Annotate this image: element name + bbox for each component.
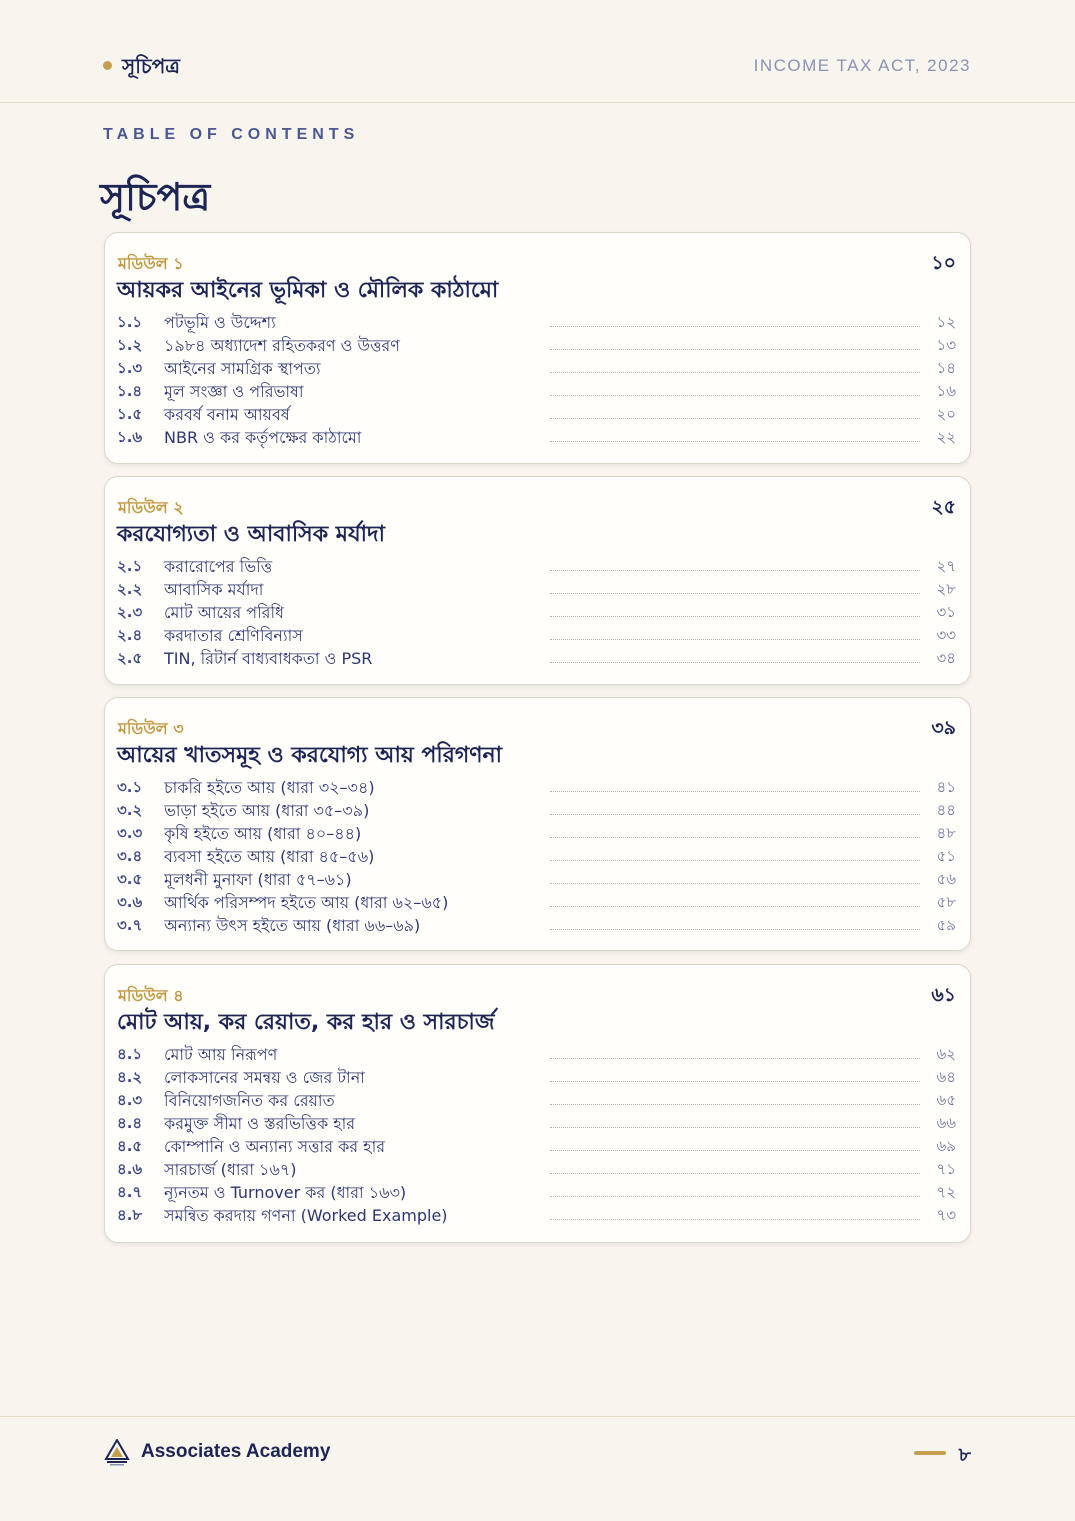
entry-title: কৃষি হইতে আয় (ধারা ৪০–৪৪) bbox=[164, 824, 362, 843]
toc-entry[interactable] bbox=[117, 777, 956, 800]
toc-entry[interactable] bbox=[117, 579, 956, 602]
toc-entry[interactable] bbox=[117, 1090, 956, 1113]
toc-entry[interactable] bbox=[117, 312, 956, 335]
entry-title: ব্যবসা হইতে আয় (ধারা ৪৫–৫৬) bbox=[164, 847, 375, 866]
toc-entry[interactable] bbox=[117, 556, 956, 579]
entry-page: ৫১ bbox=[936, 847, 956, 865]
entry-number: ৩.৫ bbox=[117, 870, 143, 888]
entry-title: মোট আয় নিরূপণ bbox=[164, 1045, 278, 1064]
entry-number: ৪.৭ bbox=[117, 1183, 143, 1201]
entry-number: ৩.৪ bbox=[117, 847, 143, 865]
entry-number: ৩.৬ bbox=[117, 893, 143, 911]
entry-number: ১.৩ bbox=[117, 359, 143, 377]
dot-leader bbox=[550, 860, 920, 861]
toc-entry[interactable] bbox=[117, 1136, 956, 1159]
dot-leader bbox=[550, 906, 920, 907]
entry-number: ২.৪ bbox=[117, 626, 143, 644]
module-title[interactable]: আয়ের খাতসমূহ ও করযোগ্য আয় পরিগণনা bbox=[117, 743, 503, 768]
entry-number: ২.২ bbox=[117, 580, 143, 598]
entry-number: ৩.৭ bbox=[117, 916, 143, 934]
brand-name: Associates Academy bbox=[141, 1441, 331, 1462]
module-title[interactable]: আয়কর আইনের ভূমিকা ও মৌলিক কাঠামো bbox=[117, 278, 499, 303]
module-card bbox=[104, 964, 971, 1243]
module-card bbox=[104, 476, 971, 685]
toc-entry[interactable] bbox=[117, 869, 956, 892]
entry-page: ৬৬ bbox=[936, 1114, 956, 1132]
dot-leader bbox=[550, 593, 920, 594]
dot-leader bbox=[550, 1196, 920, 1197]
entry-title: সমন্বিত করদায় গণনা (Worked Example) bbox=[164, 1206, 448, 1225]
dot-leader bbox=[550, 395, 920, 396]
dot-leader bbox=[550, 418, 920, 419]
entry-page: ১২ bbox=[936, 313, 956, 331]
entry-title: সারচার্জ (ধারা ১৬৭) bbox=[164, 1160, 297, 1179]
entry-title: আবাসিক মর্যাদা bbox=[164, 580, 264, 599]
toc-entry[interactable] bbox=[117, 1113, 956, 1136]
entry-title: ভাড়া হইতে আয় (ধারা ৩৫–৩৯) bbox=[164, 801, 370, 820]
dot-leader bbox=[550, 570, 920, 571]
module-card bbox=[104, 697, 971, 951]
academy-logo-icon bbox=[104, 1439, 130, 1467]
entry-number: ৪.২ bbox=[117, 1068, 143, 1086]
entry-number: ৩.২ bbox=[117, 801, 143, 819]
entry-page: ৪৮ bbox=[936, 824, 956, 842]
dot-leader bbox=[550, 929, 920, 930]
toc-entry[interactable] bbox=[117, 381, 956, 404]
toc-entry[interactable] bbox=[117, 427, 956, 450]
entry-page: ৫৯ bbox=[936, 916, 956, 934]
toc-entry[interactable] bbox=[117, 915, 956, 938]
module-label: মডিউল ১ bbox=[118, 254, 184, 273]
page-number: ৮ bbox=[958, 1444, 971, 1466]
toc-entry[interactable] bbox=[117, 602, 956, 625]
entry-page: ৩৪ bbox=[936, 649, 956, 667]
entry-title: মূল সংজ্ঞা ও পরিভাষা bbox=[164, 382, 304, 401]
module-page[interactable]: ২৫ bbox=[931, 496, 956, 518]
entry-page: ২২ bbox=[936, 428, 956, 446]
entry-page: ২০ bbox=[936, 405, 956, 423]
toc-entry[interactable] bbox=[117, 648, 956, 671]
entry-number: ৪.৫ bbox=[117, 1137, 143, 1155]
dot-leader bbox=[550, 791, 920, 792]
entry-title: NBR ও কর কর্তৃপক্ষের কাঠামো bbox=[164, 428, 362, 447]
dot-leader bbox=[550, 662, 920, 663]
entry-title: বিনিয়োগজনিত কর রেয়াত bbox=[164, 1091, 335, 1110]
dot-leader bbox=[550, 372, 920, 373]
entry-number: ৪.৮ bbox=[117, 1206, 143, 1224]
module-label: মডিউল ২ bbox=[118, 498, 184, 517]
entry-title: করমুক্ত সীমা ও স্তরভিত্তিক হার bbox=[164, 1114, 356, 1133]
entry-page: ৩১ bbox=[936, 603, 956, 621]
breadcrumb: সূচিপত্র bbox=[122, 54, 180, 78]
entry-number: ২.১ bbox=[117, 557, 143, 575]
entry-page: ৬২ bbox=[936, 1045, 956, 1063]
toc-list bbox=[117, 556, 956, 671]
entry-number: ৪.৪ bbox=[117, 1114, 143, 1132]
module-page[interactable]: ৬১ bbox=[931, 984, 956, 1006]
dot-leader bbox=[550, 639, 920, 640]
toc-entry[interactable] bbox=[117, 1067, 956, 1090]
dot-leader bbox=[550, 1058, 920, 1059]
dot-leader bbox=[550, 1127, 920, 1128]
page-title: সূচিপত্র bbox=[100, 175, 211, 219]
entry-title: পটভূমি ও উদ্দেশ্য bbox=[164, 313, 276, 332]
page-accent-bar bbox=[914, 1451, 946, 1455]
module-page[interactable]: ৩৯ bbox=[931, 717, 956, 739]
module-page[interactable]: ১০ bbox=[931, 252, 956, 274]
document-title: INCOME TAX ACT, 2023 bbox=[753, 56, 971, 75]
dot-leader bbox=[550, 441, 920, 442]
entry-number: ৩.১ bbox=[117, 778, 143, 796]
entry-title: আর্থিক পরিসম্পদ হইতে আয় (ধারা ৬২–৬৫) bbox=[164, 893, 449, 912]
toc-entry[interactable] bbox=[117, 1182, 956, 1205]
entry-title: করবর্ষ বনাম আয়বর্ষ bbox=[164, 405, 290, 424]
entry-title: মূলধনী মুনাফা (ধারা ৫৭–৬১) bbox=[164, 870, 352, 889]
toc-list bbox=[117, 1044, 956, 1228]
entry-number: ১.২ bbox=[117, 336, 143, 354]
entry-title: করারোপের ভিত্তি bbox=[164, 557, 273, 576]
dot-leader bbox=[550, 1219, 920, 1220]
entry-page: ৬৫ bbox=[936, 1091, 956, 1109]
entry-page: ৭২ bbox=[936, 1183, 956, 1201]
entry-title: করদাতার শ্রেণিবিন্যাস bbox=[164, 626, 303, 645]
toc-entry[interactable] bbox=[117, 1044, 956, 1067]
entry-page: ১৪ bbox=[936, 359, 956, 377]
toc-entry[interactable] bbox=[117, 358, 956, 381]
entry-title: মোট আয়ের পরিধি bbox=[164, 603, 285, 622]
dot-leader bbox=[550, 883, 920, 884]
module-label: মডিউল ৪ bbox=[118, 986, 184, 1005]
module-card bbox=[104, 232, 971, 464]
entry-title: আইনের সামগ্রিক স্থাপত্য bbox=[164, 359, 321, 378]
module-title[interactable]: মোট আয়, কর রেয়াত, কর হার ও সারচার্জ bbox=[117, 1010, 495, 1035]
entry-number: ১.৫ bbox=[117, 405, 143, 423]
entry-page: ৭৩ bbox=[936, 1206, 956, 1224]
entry-title: TIN, রিটার্ন বাধ্যবাধকতা ও PSR bbox=[164, 649, 373, 668]
entry-page: ১৬ bbox=[936, 382, 956, 400]
dot-leader bbox=[550, 349, 920, 350]
entry-page: ৫৬ bbox=[936, 870, 956, 888]
bullet-dot-icon bbox=[103, 61, 112, 70]
entry-title: লোকসানের সমন্বয় ও জের টানা bbox=[164, 1068, 365, 1087]
toc-list bbox=[117, 777, 956, 938]
entry-title: চাকরি হইতে আয় (ধারা ৩২–৩৪) bbox=[164, 778, 375, 797]
entry-page: ৪৪ bbox=[936, 801, 956, 819]
entry-number: ১.৪ bbox=[117, 382, 143, 400]
entry-number: ৪.১ bbox=[117, 1045, 143, 1063]
module-label: মডিউল ৩ bbox=[118, 719, 184, 738]
toc-entry[interactable] bbox=[117, 335, 956, 358]
toc-list bbox=[117, 312, 956, 450]
entry-page: ৩৩ bbox=[936, 626, 956, 644]
toc-entry[interactable] bbox=[117, 823, 956, 846]
toc-entry[interactable] bbox=[117, 892, 956, 915]
entry-page: ১৩ bbox=[936, 336, 956, 354]
dot-leader bbox=[550, 1150, 920, 1151]
entry-title: ১৯৮৪ অধ্যাদেশ রহিতকরণ ও উত্তরণ bbox=[164, 336, 400, 355]
entry-number: ২.৫ bbox=[117, 649, 143, 667]
page-header bbox=[0, 0, 1075, 103]
dot-leader bbox=[550, 1081, 920, 1082]
page-footer bbox=[0, 1416, 1075, 1521]
entry-title: অন্যান্য উৎস হইতে আয় (ধারা ৬৬–৬৯) bbox=[164, 916, 421, 935]
entry-page: ২৭ bbox=[936, 557, 956, 575]
entry-page: ৫৮ bbox=[936, 893, 956, 911]
entry-title: ন্যূনতম ও Turnover কর (ধারা ১৬৩) bbox=[164, 1183, 407, 1202]
dot-leader bbox=[550, 1104, 920, 1105]
entry-number: ৪.৩ bbox=[117, 1091, 143, 1109]
module-title[interactable]: করযোগ্যতা ও আবাসিক মর্যাদা bbox=[117, 522, 385, 547]
entry-number: ১.৬ bbox=[117, 428, 143, 446]
entry-number: ৪.৬ bbox=[117, 1160, 143, 1178]
entry-page: ৬৯ bbox=[936, 1137, 956, 1155]
dot-leader bbox=[550, 814, 920, 815]
dot-leader bbox=[550, 1173, 920, 1174]
section-eyebrow: TABLE OF CONTENTS bbox=[103, 126, 360, 143]
toc-entry[interactable] bbox=[117, 1159, 956, 1182]
toc-entry[interactable] bbox=[117, 625, 956, 648]
entry-title: কোম্পানি ও অন্যান্য সত্তার কর হার bbox=[164, 1137, 386, 1156]
entry-number: ৩.৩ bbox=[117, 824, 143, 842]
toc-entry[interactable] bbox=[117, 404, 956, 427]
toc-entry[interactable] bbox=[117, 800, 956, 823]
dot-leader bbox=[550, 326, 920, 327]
toc-entry[interactable] bbox=[117, 1205, 956, 1228]
entry-number: ১.১ bbox=[117, 313, 143, 331]
toc-entry[interactable] bbox=[117, 846, 956, 869]
entry-number: ২.৩ bbox=[117, 603, 143, 621]
entry-page: ৭১ bbox=[936, 1160, 956, 1178]
entry-page: ৬৪ bbox=[936, 1068, 956, 1086]
dot-leader bbox=[550, 616, 920, 617]
dot-leader bbox=[550, 837, 920, 838]
entry-page: ৪১ bbox=[936, 778, 956, 796]
entry-page: ২৮ bbox=[936, 580, 956, 598]
